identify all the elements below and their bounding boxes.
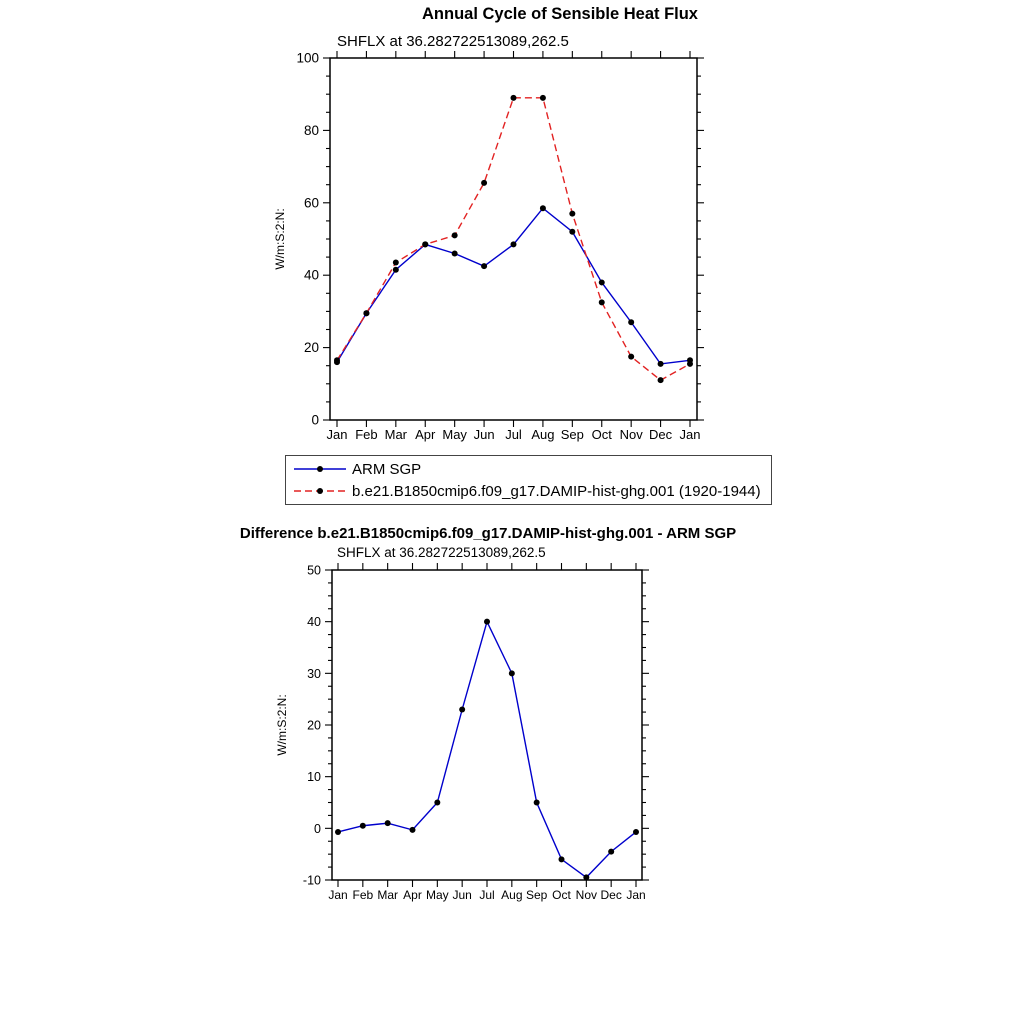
data-point-marker bbox=[410, 827, 416, 833]
x-tick-label: Jan bbox=[626, 888, 646, 902]
y-axis-label: W/m:S:2:N: bbox=[273, 208, 287, 270]
legend-line-sample-dashed-red bbox=[290, 484, 352, 498]
x-tick-label: Sep bbox=[525, 888, 548, 902]
chart2-title: Difference b.e21.B1850cmip6.f09_g17.DAMIP-hist-ghg.001 - ARM SGP bbox=[239, 525, 737, 542]
legend-line-sample-solid-blue bbox=[290, 462, 352, 476]
data-point-marker bbox=[628, 354, 634, 360]
data-point-marker bbox=[511, 95, 517, 101]
y-tick-label: 0 bbox=[314, 821, 321, 836]
y-tick-label: 30 bbox=[307, 666, 321, 681]
chart1-subtitle: SHFLX at 36.282722513089,262.5 bbox=[337, 33, 569, 50]
y-tick-label: 0 bbox=[311, 412, 319, 428]
annual-cycle-line-chart bbox=[250, 50, 730, 452]
plot-frame bbox=[330, 58, 697, 420]
x-tick-label: Mar bbox=[384, 427, 408, 442]
legend-sample-marker bbox=[317, 466, 323, 472]
x-tick-label: Oct bbox=[552, 888, 571, 902]
x-tick-label: Oct bbox=[591, 427, 612, 442]
data-point-marker bbox=[452, 250, 458, 256]
data-point-marker bbox=[509, 670, 515, 676]
data-point-marker bbox=[484, 619, 490, 625]
x-tick-label: Jan bbox=[328, 888, 348, 902]
data-point-marker bbox=[335, 829, 341, 835]
y-axis-label: W/m:S:2:N: bbox=[275, 694, 289, 756]
plot-frame bbox=[332, 570, 642, 880]
x-tick-label: Jul bbox=[479, 888, 495, 902]
y-tick-label: 50 bbox=[307, 563, 321, 578]
y-tick-label: -10 bbox=[302, 873, 321, 888]
data-point-marker bbox=[540, 205, 546, 211]
y-tick-label: 40 bbox=[307, 615, 321, 630]
x-tick-label: Jan bbox=[679, 427, 701, 442]
data-line-series-0 bbox=[337, 208, 690, 364]
x-tick-label: Mar bbox=[377, 888, 399, 902]
data-point-marker bbox=[452, 232, 458, 238]
data-point-marker bbox=[569, 211, 575, 217]
data-point-marker bbox=[334, 357, 340, 363]
chart2-subtitle: SHFLX at 36.282722513089,262.5 bbox=[337, 545, 546, 560]
x-tick-label: May bbox=[425, 888, 449, 902]
data-point-marker bbox=[687, 361, 693, 367]
data-point-marker bbox=[633, 829, 639, 835]
y-tick-label: 40 bbox=[303, 267, 319, 283]
data-point-marker bbox=[628, 319, 634, 325]
data-point-marker bbox=[534, 800, 540, 806]
data-point-marker bbox=[569, 229, 575, 235]
data-point-marker bbox=[583, 874, 589, 880]
data-point-marker bbox=[459, 707, 465, 713]
data-point-marker bbox=[385, 820, 391, 826]
data-point-marker bbox=[481, 263, 487, 269]
axis-ticks bbox=[325, 563, 649, 887]
y-tick-label: 20 bbox=[303, 340, 319, 356]
data-line-series-1 bbox=[337, 98, 690, 380]
x-tick-label: Feb bbox=[352, 888, 374, 902]
data-point-marker bbox=[434, 800, 440, 806]
data-point-marker bbox=[511, 241, 517, 247]
x-tick-label: Jun bbox=[452, 888, 472, 902]
data-point-marker bbox=[481, 180, 487, 186]
chart1-title: Annual Cycle of Sensible Heat Flux bbox=[422, 5, 698, 23]
x-tick-label: Sep bbox=[560, 427, 584, 442]
x-tick-label: May bbox=[442, 427, 467, 442]
x-tick-label: Nov bbox=[575, 888, 598, 902]
legend-item-arm-sgp bbox=[290, 458, 767, 480]
legend-sample-marker bbox=[317, 488, 323, 494]
data-point-marker bbox=[422, 241, 428, 247]
legend-label-arm-sgp: ARM SGP bbox=[352, 460, 422, 478]
x-tick-label: Dec bbox=[649, 427, 673, 442]
legend-label-model-run: b.e21.B1850cmip6.f09_g17.DAMIP-hist-ghg.001 (1920-1944) bbox=[352, 482, 761, 500]
data-point-marker bbox=[540, 95, 546, 101]
data-point-marker bbox=[599, 299, 605, 305]
difference-line-chart bbox=[250, 558, 690, 908]
x-tick-label: Feb bbox=[355, 427, 378, 442]
x-tick-label: Apr bbox=[403, 888, 422, 902]
y-tick-label: 20 bbox=[307, 718, 321, 733]
y-tick-label: 60 bbox=[303, 195, 319, 211]
x-tick-label: Aug bbox=[531, 427, 555, 442]
x-tick-label: Nov bbox=[619, 427, 643, 442]
data-point-marker bbox=[393, 267, 399, 273]
data-point-marker bbox=[360, 823, 366, 829]
y-tick-label: 100 bbox=[296, 50, 319, 66]
legend-box bbox=[285, 455, 772, 505]
x-tick-label: Jul bbox=[505, 427, 522, 442]
data-point-marker bbox=[608, 849, 614, 855]
x-tick-label: Dec bbox=[600, 888, 622, 902]
y-tick-label: 10 bbox=[307, 770, 321, 785]
x-tick-label: Jun bbox=[473, 427, 495, 442]
axis-ticks bbox=[323, 51, 704, 427]
data-point-marker bbox=[658, 361, 664, 367]
data-point-marker bbox=[393, 260, 399, 266]
y-tick-label: 80 bbox=[303, 122, 319, 138]
x-tick-label: Aug bbox=[501, 888, 523, 902]
data-point-marker bbox=[599, 279, 605, 285]
data-point-marker bbox=[559, 856, 565, 862]
legend-item-model-run bbox=[290, 480, 767, 502]
data-line-series-0 bbox=[338, 622, 636, 878]
x-tick-label: Jan bbox=[326, 427, 348, 442]
data-point-marker bbox=[658, 377, 664, 383]
x-tick-label: Apr bbox=[415, 427, 436, 442]
data-point-marker bbox=[363, 310, 369, 316]
